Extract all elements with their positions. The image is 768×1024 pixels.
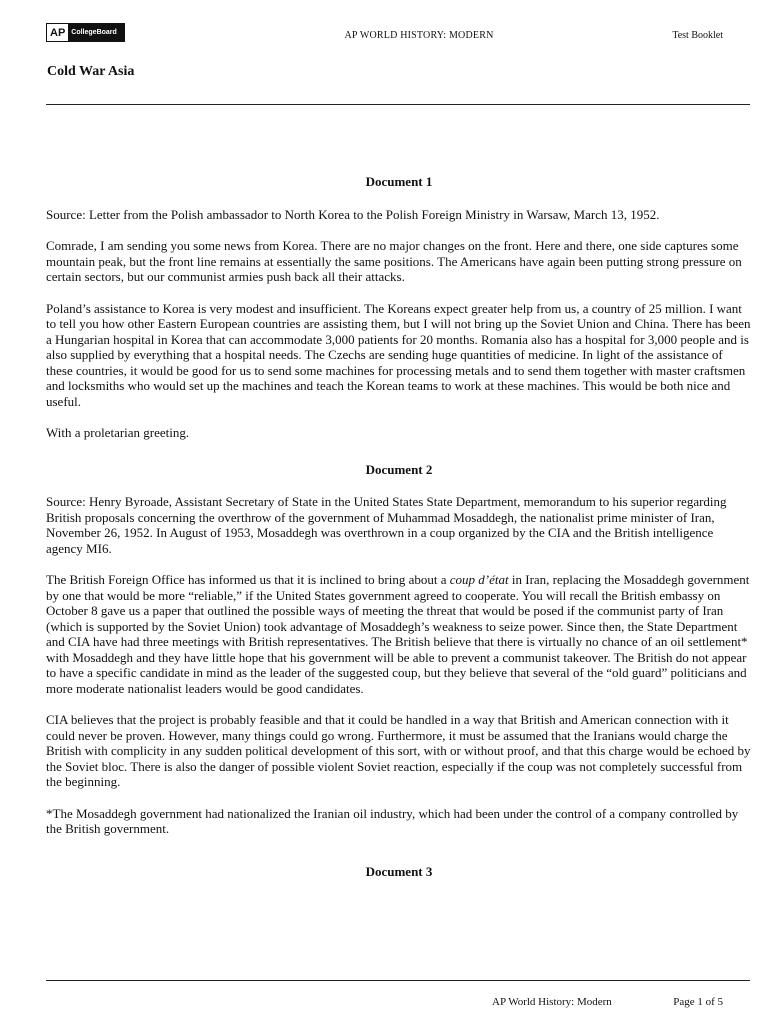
ap-logo-mark: AP (47, 24, 68, 41)
header-booklet-label: Test Booklet (672, 30, 723, 41)
document-1-closing: With a proletarian greeting. (46, 425, 190, 440)
document-2-source: Source: Henry Byroade, Assistant Secretary of State in the United States State Department, memorandum to his superior regarding British proposals concerning the overthrow of the government of Muhammad Mosaddegh, the nationalist prime minister of Iran, November 26, 1952. In August of 1953, Mosaddegh was overthrown in a coup organized by the CIA and the British intelligence agency MI6. (46, 494, 727, 556)
document-2-paragraph-1-rest: in Iran, replacing the Mosaddegh government by one that would be more “reliable,” if the United States government agreed to cooperate. You will recall the British embassy on October 8 gave us a paper that outlined the possible ways of meeting the threat that would be posed if the communist party of Iran (which is supported by the Soviet Union) took advantage of Mosaddegh’s weakness to seize power. Since then, the State Department and CIA have had three meetings with British representatives. The British believe that there is virtually no chance of an oil settlement* with Mosaddegh and they have little hope that his government will be able to prevent a communist takeover. The British do not appear to have a specific candidate in mind as the leader of the suggested coup, but they believe that several of the “old guard” politicians and more moderate nationalist leaders would be good candidates. (46, 572, 750, 696)
footer-course-name: AP World History: Modern (492, 996, 612, 1008)
document-3-heading: Document 3 (365, 863, 433, 879)
document-content (46, 174, 752, 896)
document-2-paragraph-1 (46, 572, 752, 696)
page-title: Cold War Asia (47, 64, 135, 79)
page-number: Page 1 of 5 (673, 996, 723, 1008)
document-2-paragraph-2: CIA believes that the project is probably feasible and that it could be handled in a way that British and American connection with it could never be proven. However, many things could go wrong. Furthermore, it must be assumed that the Iranians would charge the British with complicity in any sudden political development of this sort, with or without proof, and that this charge would be echoed by the Soviet bloc. There is also the danger of possible violent Soviet reaction, especially if the coup was not completely successful from the beginning. (46, 712, 751, 789)
coup-detat-term: coup d’état (449, 572, 509, 587)
header-divider (46, 104, 750, 105)
document-2-footnote: *The Mosaddegh government had nationalized the Iranian oil industry, which had been under the control of a company controlled by the British government. (46, 805, 739, 836)
document-1-source: Source: Letter from the Polish ambassador to North Korea to the Polish Foreign Ministry in Warsaw, March 13, 1952. (46, 206, 660, 222)
document-2-paragraph-1-start: The British Foreign Office has informed us that it is inclined to bring about a (46, 572, 450, 587)
collegeboard-logo-text: CollegeBoard (71, 29, 117, 36)
header-subject: AP WORLD HISTORY: MODERN (344, 30, 494, 41)
footer-divider (46, 980, 750, 981)
document-1-paragraph-1: Comrade, I am sending you some news from Korea. There are no major changes on the front. Here and there, one side captures some mountain peak, but the front line remains at essentially the same positions. The Americans have again been putting strong pressure on certain sectors, but our communist armies push back all their attacks. (46, 238, 742, 284)
document-2-heading: Document 2 (365, 461, 433, 477)
document-1-paragraph-2: Poland’s assistance to Korea is very modest and insufficient. The Koreans expect greater help from us, a country of 25 million. I want to tell you how other Eastern European countries are assisting them, but I will not bring up the Soviet Union and China. There has been a Hungarian hospital in Korea that can accommodate 3,000 patients for 20 months. Romania also has a hospital for 3,000 people and is also supplied by everything that a hospital needs. The Czechs are sending huge quantities of medicine. In light of the assistance of these countries, it would be good for us to send some machines for processing metals and to send them together with master craftsmen and locksmiths who would set up the machines and teach the Korean teams to work at these machines. This would be both nice and useful. (46, 300, 751, 409)
document-1-heading: Document 1 (365, 174, 433, 189)
